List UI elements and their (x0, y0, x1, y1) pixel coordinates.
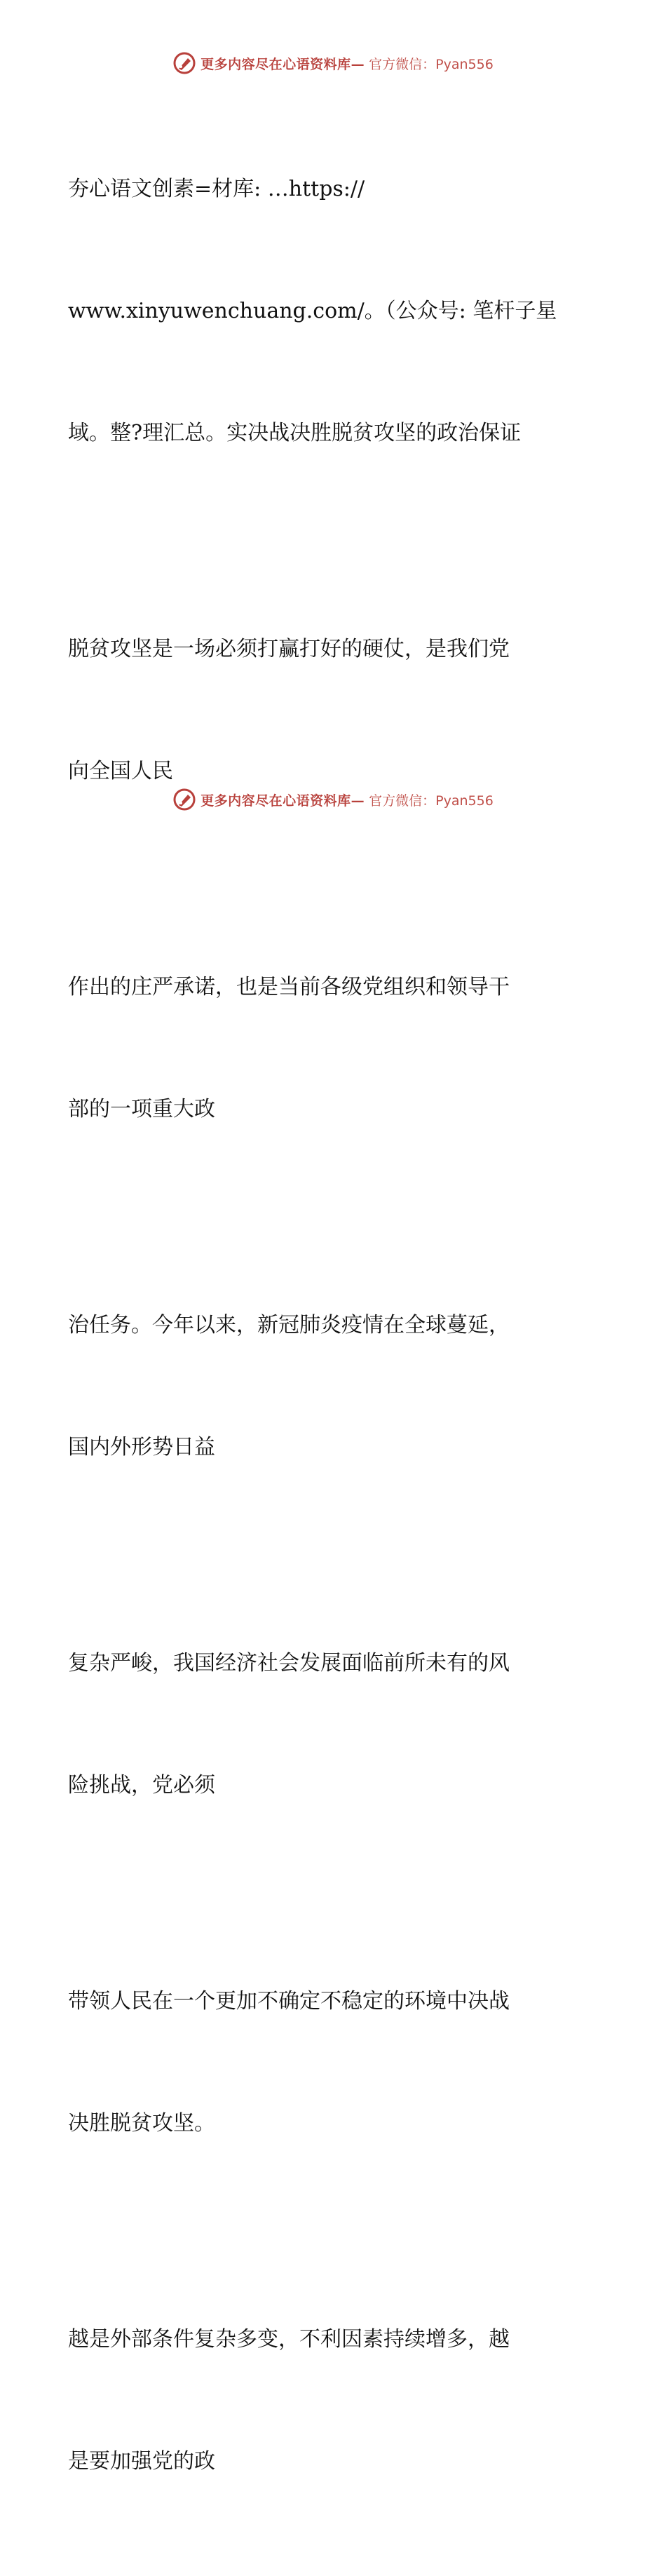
document-body (68, 88, 587, 2576)
text-line: 夯心语文创素=材库: …https:// (68, 177, 365, 201)
pen-logo-icon (172, 51, 196, 75)
text-line: 国内外形势日益 (68, 1435, 215, 1459)
paragraph (68, 1562, 587, 1887)
paragraph (68, 548, 587, 873)
text-line: 是要加强党的政 (68, 2449, 215, 2474)
header-banner (0, 49, 666, 77)
paragraph (68, 1900, 587, 2225)
text-line: 部的一项重大政 (68, 1097, 215, 1121)
text-line: www.xinyuwenchuang.com/。（公众号: 笔杆子星 (68, 299, 557, 323)
paragraph (68, 2238, 587, 2563)
banner-wechat: 官方微信：Pyan556 (369, 793, 494, 809)
text-line: 脱贫攻坚是一场必须打赢打好的硬仗，是我们党 (68, 637, 510, 661)
text-line: 险挑战，党必须 (68, 1773, 215, 1798)
banner-title: 更多内容尽在心语资料库— (201, 56, 365, 72)
paragraph (68, 88, 587, 535)
text-line: 复杂严峻，我国经济社会发展面临前所未有的风 (68, 1651, 510, 1675)
footer-banner (0, 785, 666, 814)
text-line: 向全国人民 (68, 759, 173, 783)
banner-wechat: 官方微信：Pyan556 (369, 56, 494, 72)
text-line: 带领人民在一个更加不确定不稳定的环境中决战 (68, 1989, 510, 2014)
text-line: 域。整?理汇总。实决战决胜脱贫攻坚的政治保证 (68, 421, 522, 445)
pen-logo-icon (172, 788, 196, 811)
text-line: 治任务。今年以来，新冠肺炎疫情在全球蔓延， (68, 1313, 510, 1337)
paragraph (68, 886, 587, 1211)
paragraph (68, 1224, 587, 1549)
text-line: 决胜脱贫攻坚。 (68, 2111, 215, 2136)
banner-title: 更多内容尽在心语资料库— (201, 793, 365, 809)
text-line: 作出的庄严承诺，也是当前各级党组织和领导干 (68, 975, 510, 999)
text-line: 越是外部条件复杂多变，不利因素持续增多，越 (68, 2327, 510, 2352)
